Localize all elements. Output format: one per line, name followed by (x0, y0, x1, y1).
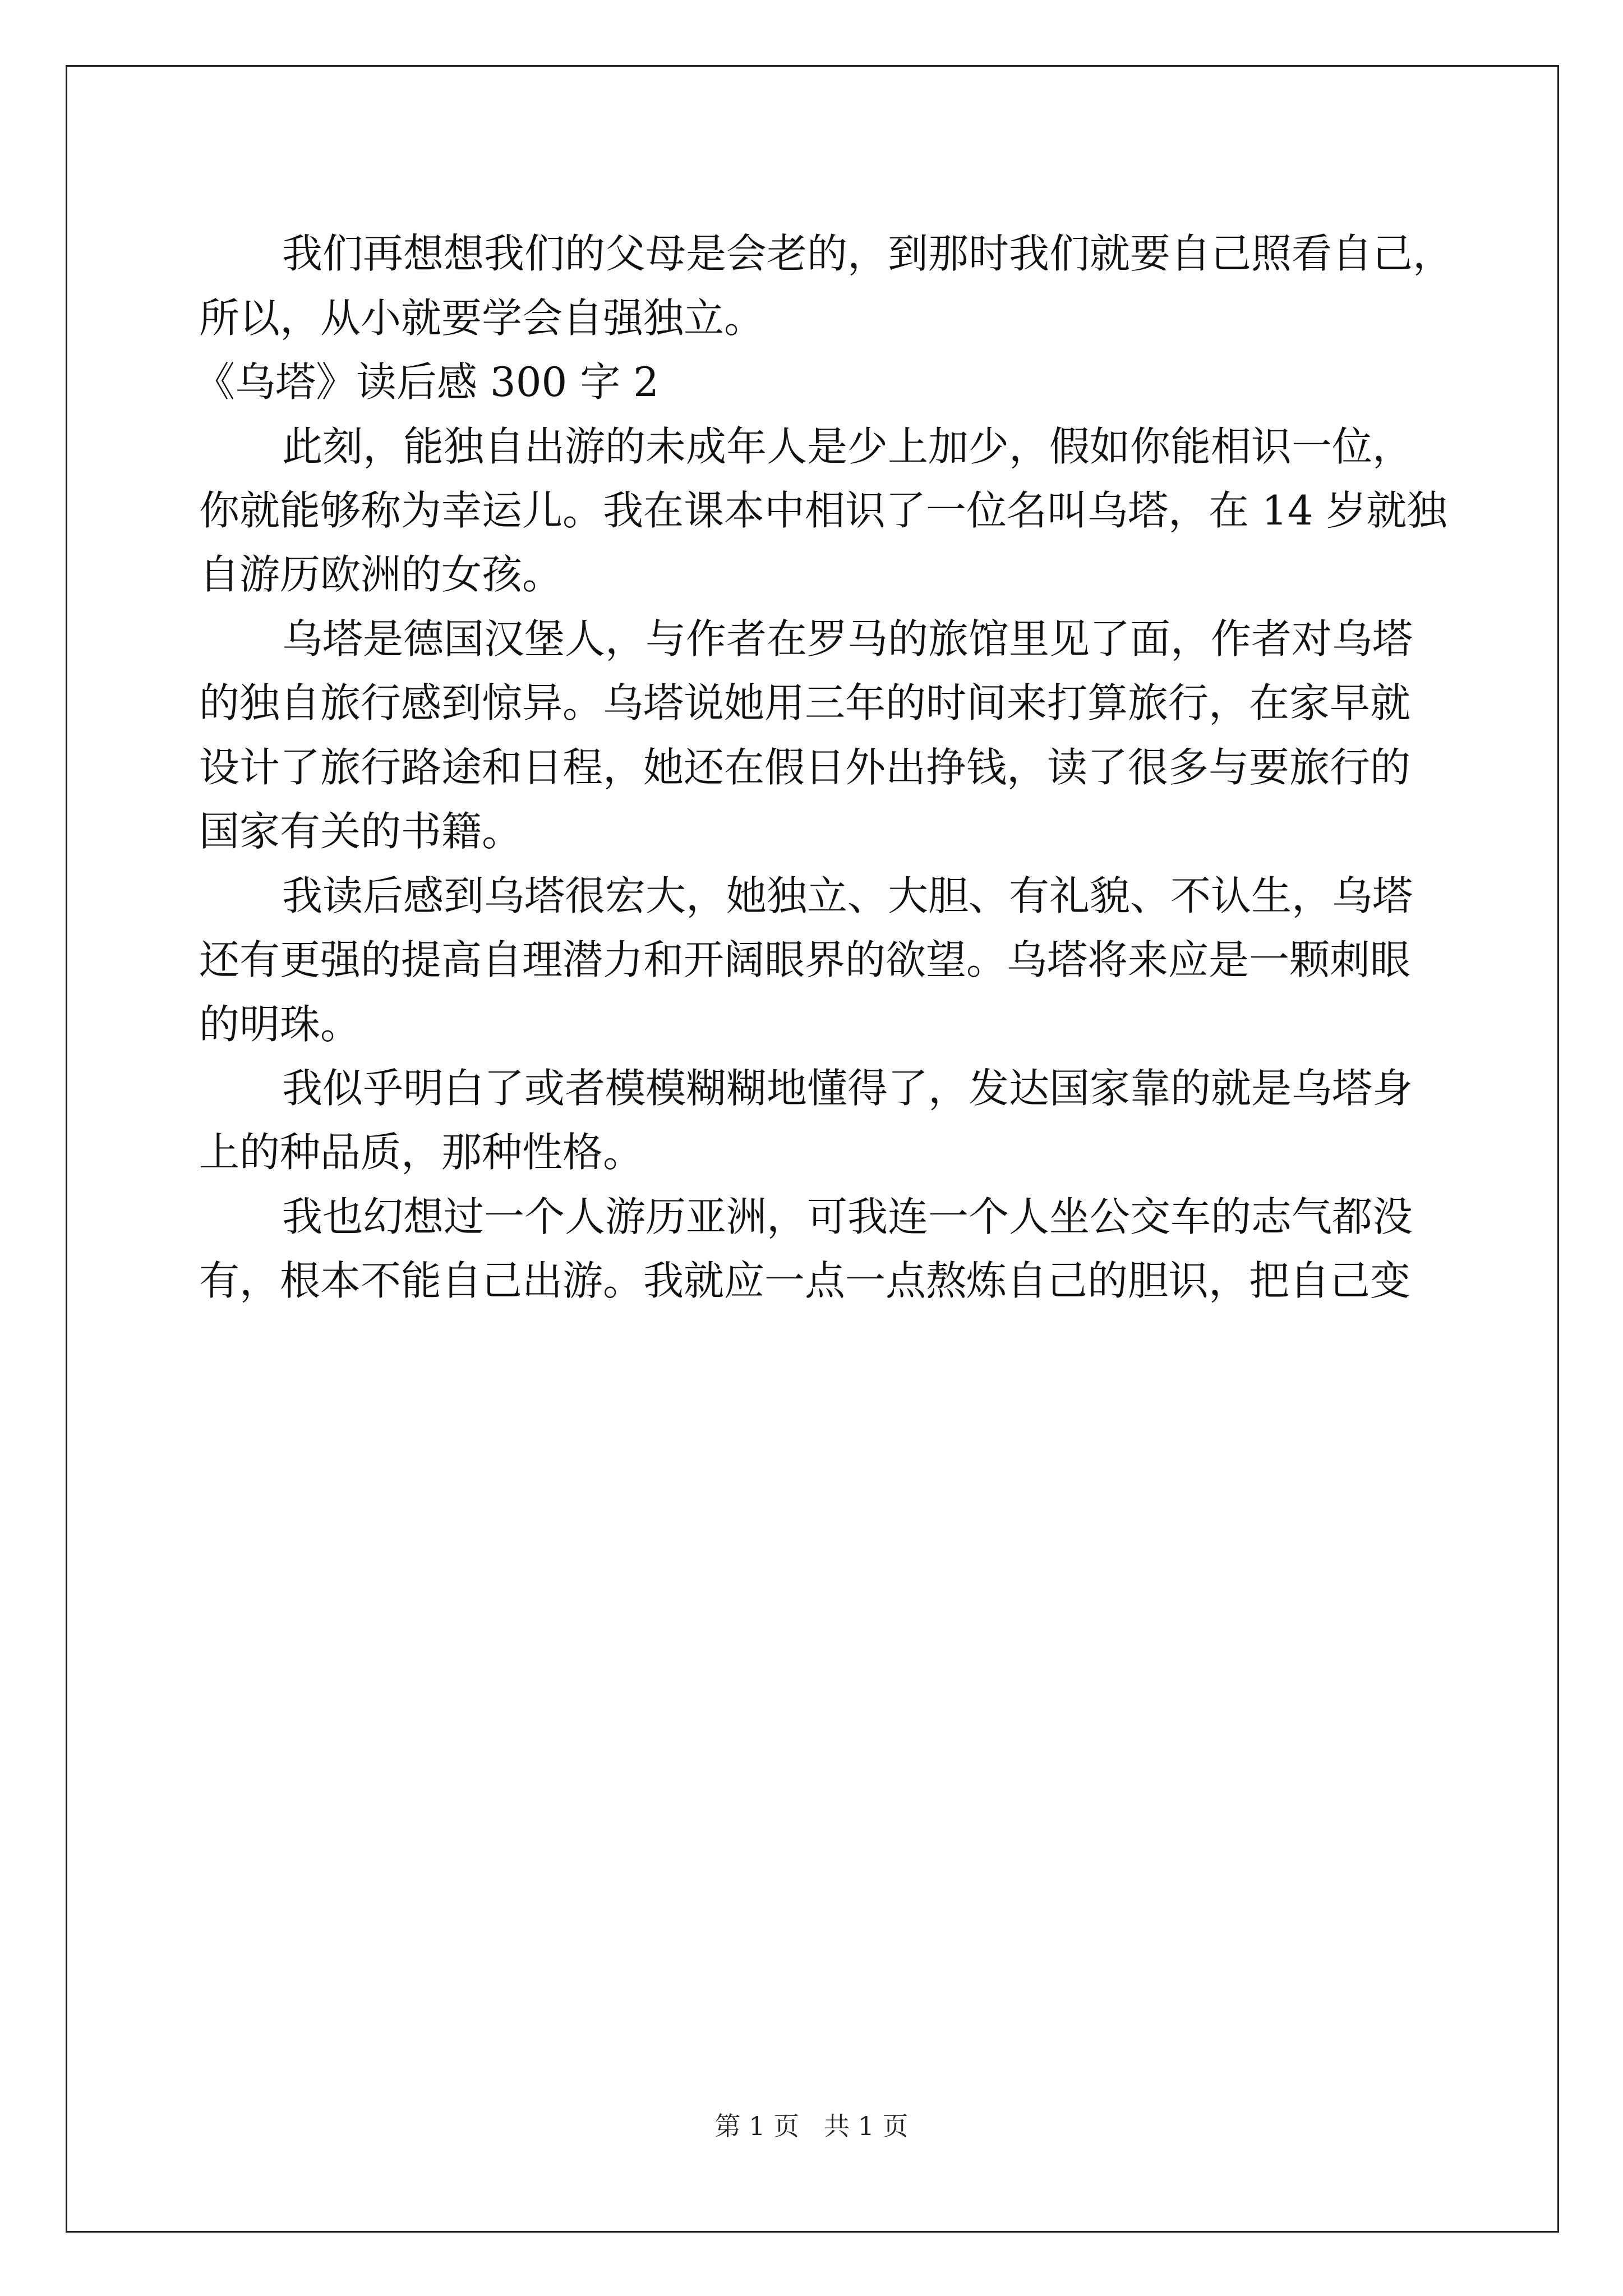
paragraph-line: 我似乎明白了或者模模糊糊地懂得了，发达国家靠的就是乌塔身 (282, 1065, 1413, 1112)
paragraph-line: 我们再想想我们的父母是会老的，到那时我们就要自己照看自己， (282, 230, 1454, 277)
paragraph-line: 你就能够称为幸运儿。我在课本中相识了一位名叫乌塔，在 14 岁就独 (199, 487, 1447, 534)
paragraph-line: 我读后感到乌塔很宏大，她独立、大胆、有礼貌、不认生，乌塔 (282, 872, 1413, 919)
paragraph-line: 此刻，能独自出游的未成年人是少上加少，假如你能相识一位， (282, 423, 1413, 470)
paragraph-line: 的明珠。 (199, 1001, 361, 1048)
paragraph-line: 乌塔是德国汉堡人，与作者在罗马的旅馆里见了面，作者对乌塔 (282, 615, 1413, 662)
paragraph-line: 设计了旅行路途和日程，她还在假日外出挣钱，读了很多与要旅行的 (199, 744, 1411, 791)
paragraph-line: 国家有关的书籍。 (199, 808, 523, 855)
paragraph-line: 我也幻想过一个人游历亚洲，可我连一个人坐公交车的志气都没 (282, 1193, 1413, 1240)
paragraph-line: 还有更强的提高自理潜力和开阔眼界的欲望。乌塔将来应是一颗刺眼 (199, 936, 1411, 983)
page-footer (0, 2109, 1623, 2143)
page-total: 共 1 页 (824, 2111, 909, 2141)
page-number: 第 1 页 (714, 2111, 799, 2141)
paragraph-line: 所以，从小就要学会自强独立。 (199, 295, 765, 342)
paragraph-line: 有，根本不能自己出游。我就应一点一点熬炼自己的胆识，把自己变 (199, 1257, 1411, 1304)
paragraph-line: 自游历欧洲的女孩。 (199, 551, 563, 598)
section-heading: 《乌塔》读后感 300 字 2 (195, 358, 659, 406)
paragraph-line: 的独自旅行感到惊异。乌塔说她用三年的时间来打算旅行，在家早就 (199, 679, 1411, 726)
paragraph-line: 上的种品质，那种性格。 (199, 1129, 644, 1176)
